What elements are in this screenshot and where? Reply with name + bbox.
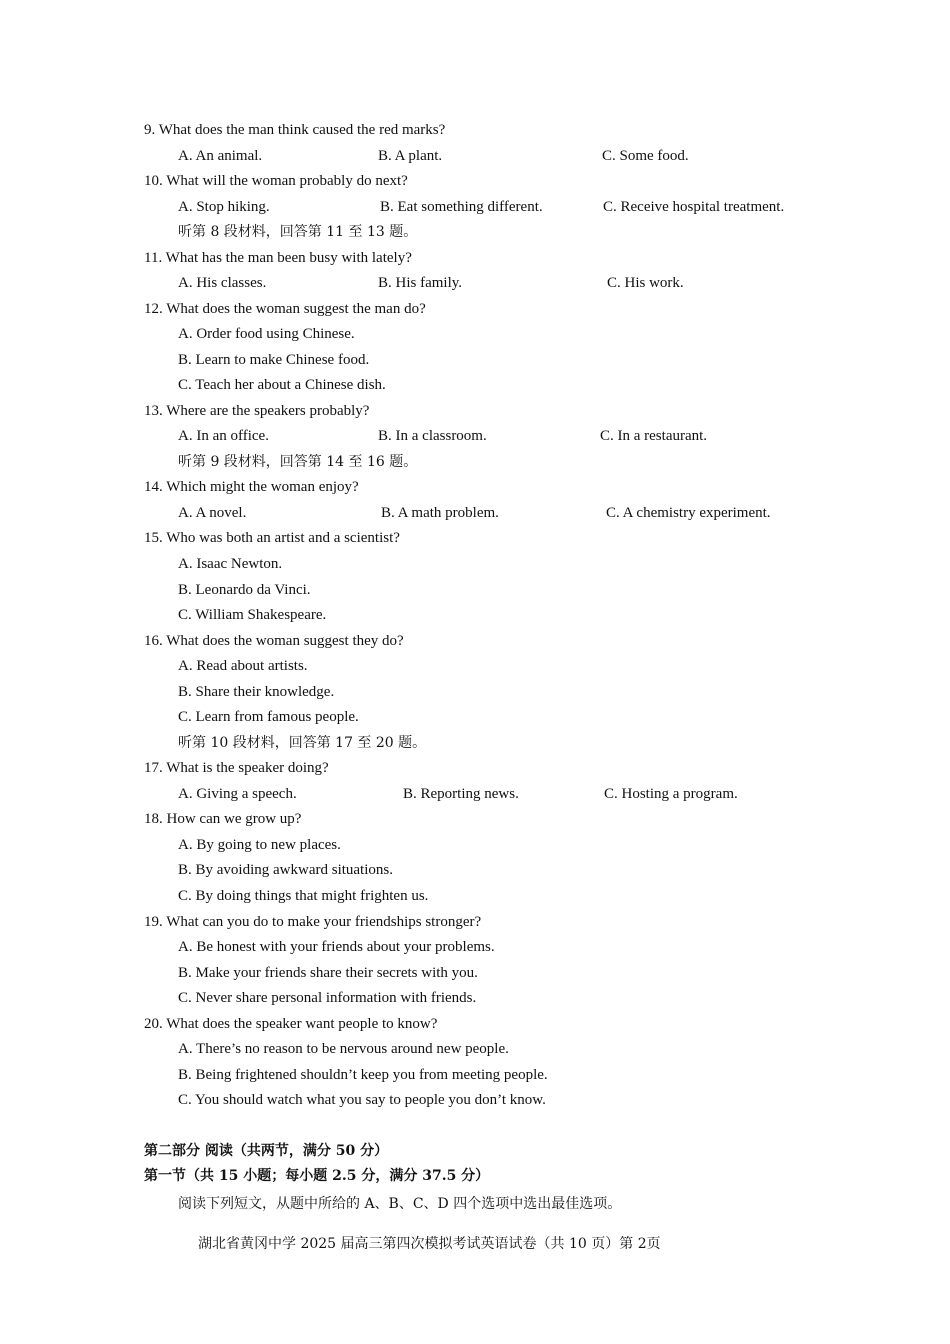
q10-option-a: A. Stop hiking. — [178, 199, 270, 215]
part-2-heading: 第二部分 阅读（共两节，满分 50 分） — [144, 1143, 389, 1159]
q15-option-a: A. Isaac Newton. — [178, 556, 283, 572]
q13-option-c: C. In a restaurant. — [600, 428, 708, 444]
q16-option-a: A. Read about artists. — [178, 658, 308, 674]
question-9: 9. What does the man think caused the red marks? — [144, 122, 446, 138]
q13-option-b: B. In a classroom. — [378, 428, 487, 444]
question-17: 17. What is the speaker doing? — [144, 760, 329, 776]
q9-option-a: A. An animal. — [178, 148, 263, 164]
q17-option-a: A. Giving a speech. — [178, 786, 297, 802]
q9-option-b: B. A plant. — [378, 148, 443, 164]
question-13: 13. Where are the speakers probably? — [144, 403, 370, 419]
q12-option-b: B. Learn to make Chinese food. — [178, 352, 370, 368]
q10-option-b: B. Eat something different. — [380, 199, 543, 215]
q14-option-b: B. A math problem. — [381, 505, 499, 521]
part-2-section-1-heading: 第一节（共 15 小题；每小题 2.5 分，满分 37.5 分） — [144, 1168, 490, 1184]
page-footer: 湖北省黄冈中学 2025 届高三第四次模拟考试英语试卷（共 10 页）第 2页 — [198, 1236, 661, 1252]
q12-option-c: C. Teach her about a Chinese dish. — [178, 377, 386, 393]
section-10-instruction: 听第 10 段材料，回答第 17 至 20 题。 — [178, 735, 427, 751]
question-14: 14. Which might the woman enjoy? — [144, 479, 359, 495]
q16-option-b: B. Share their knowledge. — [178, 684, 335, 700]
question-15: 15. Who was both an artist and a scientist? — [144, 530, 400, 546]
q17-option-c: C. Hosting a program. — [604, 786, 738, 802]
q11-option-a: A. His classes. — [178, 275, 267, 291]
question-19: 19. What can you do to make your friendships stronger? — [144, 914, 482, 930]
question-16: 16. What does the woman suggest they do? — [144, 633, 404, 649]
q19-option-b: B. Make your friends share their secrets with you. — [178, 965, 478, 981]
q20-option-b: B. Being frightened shouldn’t keep you from meeting people. — [178, 1067, 548, 1083]
question-10: 10. What will the woman probably do next? — [144, 173, 408, 189]
q20-option-a: A. There’s no reason to be nervous around new people. — [178, 1041, 509, 1057]
question-11: 11. What has the man been busy with lately? — [144, 250, 412, 266]
q13-option-a: A. In an office. — [178, 428, 269, 444]
part-2-instruction: 阅读下列短文，从题中所给的 A、B、C、D 四个选项中选出最佳选项。 — [178, 1196, 622, 1212]
q19-option-c: C. Never share personal information with friends. — [178, 990, 477, 1006]
q20-option-c: C. You should watch what you say to people you don’t know. — [178, 1092, 546, 1108]
q18-option-c: C. By doing things that might frighten us. — [178, 888, 429, 904]
q15-option-b: B. Leonardo da Vinci. — [178, 582, 311, 598]
section-9-instruction: 听第 9 段材料，回答第 14 至 16 题。 — [178, 454, 418, 470]
q18-option-a: A. By going to new places. — [178, 837, 341, 853]
q10-option-c: C. Receive hospital treatment. — [603, 199, 785, 215]
q9-option-c: C. Some food. — [602, 148, 689, 164]
q14-option-c: C. A chemistry experiment. — [606, 505, 771, 521]
q15-option-c: C. William Shakespeare. — [178, 607, 327, 623]
question-18: 18. How can we grow up? — [144, 811, 302, 827]
q11-option-c: C. His work. — [607, 275, 684, 291]
q18-option-b: B. By avoiding awkward situations. — [178, 862, 393, 878]
q16-option-c: C. Learn from famous people. — [178, 709, 359, 725]
section-8-instruction: 听第 8 段材料，回答第 11 至 13 题。 — [178, 224, 418, 240]
question-20: 20. What does the speaker want people to know? — [144, 1016, 438, 1032]
q19-option-a: A. Be honest with your friends about your problems. — [178, 939, 495, 955]
q11-option-b: B. His family. — [378, 275, 463, 291]
q17-option-b: B. Reporting news. — [403, 786, 519, 802]
q14-option-a: A. A novel. — [178, 505, 247, 521]
question-12: 12. What does the woman suggest the man do? — [144, 301, 426, 317]
q12-option-a: A. Order food using Chinese. — [178, 326, 355, 342]
